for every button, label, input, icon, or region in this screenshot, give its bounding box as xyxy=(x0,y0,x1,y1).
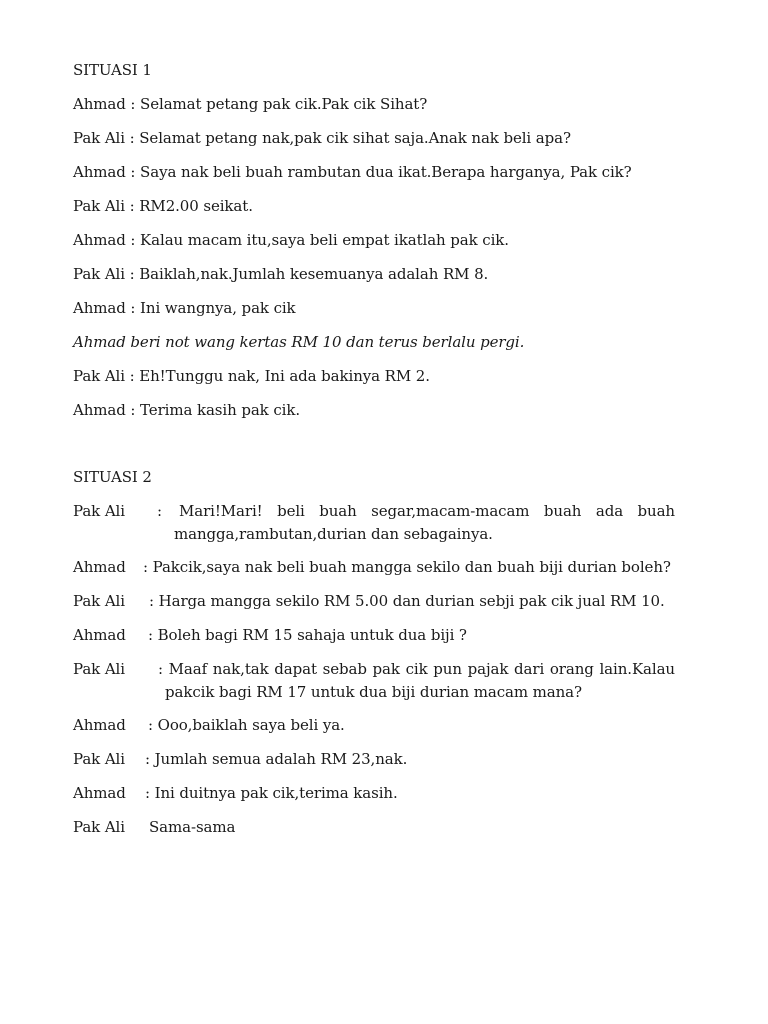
dialogue-row xyxy=(73,658,675,704)
speaker-name: Pak Ali xyxy=(73,502,125,520)
dialogue-text: Sama-sama xyxy=(149,818,236,836)
dialogue-line: Ahmad : Ini wangnya, pak cik xyxy=(73,299,296,317)
dialogue-text-continued: mangga,rambutan,durian dan sebagainya. xyxy=(174,525,493,543)
speaker-name: Ahmad xyxy=(73,558,126,576)
dialogue-line: Ahmad : Terima kasih pak cik. xyxy=(73,401,300,419)
dialogue-row xyxy=(73,714,675,737)
dialogue-line: Ahmad : Saya nak beli buah rambutan dua ikat.Berapa harganya, Pak cik? xyxy=(73,163,632,181)
dialogue-row xyxy=(73,624,675,647)
dialogue-text: Mari!Mari! beli buah segar,macam-macam buah ada buah xyxy=(179,502,675,520)
situasi-1-heading: SITUASI 1 xyxy=(73,61,152,79)
narration-line: Ahmad beri not wang kertas RM 10 dan terus berlalu pergi. xyxy=(73,333,525,351)
speaker-colon: : xyxy=(157,502,162,520)
speaker-name: Pak Ali xyxy=(73,592,125,610)
speaker-name: Pak Ali xyxy=(73,750,125,768)
dialogue-line: Ahmad : Kalau macam itu,saya beli empat ikatlah pak cik. xyxy=(73,231,509,249)
dialogue-row xyxy=(73,556,675,579)
dialogue-row xyxy=(73,500,675,546)
dialogue-line: Pak Ali : RM2.00 seikat. xyxy=(73,197,253,215)
dialogue-line: Pak Ali : Selamat petang nak,pak cik sihat saja.Anak nak beli apa? xyxy=(73,129,571,147)
dialogue-text: : Ini duitnya pak cik,terima kasih. xyxy=(145,784,398,802)
dialogue-text-continued: pakcik bagi RM 17 untuk dua biji durian macam mana? xyxy=(165,683,582,701)
speaker-name: Ahmad xyxy=(73,784,126,802)
speaker-name: Pak Ali xyxy=(73,818,125,836)
dialogue-line: Ahmad : Selamat petang pak cik.Pak cik Sihat? xyxy=(73,95,428,113)
dialogue-text: : Boleh bagi RM 15 sahaja untuk dua biji ? xyxy=(148,626,467,644)
speaker-name: Ahmad xyxy=(73,626,126,644)
dialogue-row xyxy=(73,748,675,771)
dialogue-line: Pak Ali : Baiklah,nak.Jumlah kesemuanya adalah RM 8. xyxy=(73,265,489,283)
dialogue-text: : Harga mangga sekilo RM 5.00 dan durian sebji pak cik jual RM 10. xyxy=(149,592,665,610)
dialogue-line: Pak Ali : Eh!Tunggu nak, Ini ada bakinya RM 2. xyxy=(73,367,430,385)
dialogue-text: : Maaf nak,tak dapat sebab pak cik pun pajak dari orang lain.Kalau xyxy=(158,660,675,678)
dialogue-row xyxy=(73,590,675,613)
dialogue-row xyxy=(73,782,675,805)
dialogue-text: : Ooo,baiklah saya beli ya. xyxy=(148,716,345,734)
dialogue-row xyxy=(73,816,675,839)
dialogue-text: : Pakcik,saya nak beli buah mangga sekilo dan buah biji durian boleh? xyxy=(143,558,671,576)
situasi-2-heading: SITUASI 2 xyxy=(73,468,152,486)
speaker-name: Pak Ali xyxy=(73,660,125,678)
dialogue-text: : Jumlah semua adalah RM 23,nak. xyxy=(145,750,408,768)
speaker-name: Ahmad xyxy=(73,716,126,734)
